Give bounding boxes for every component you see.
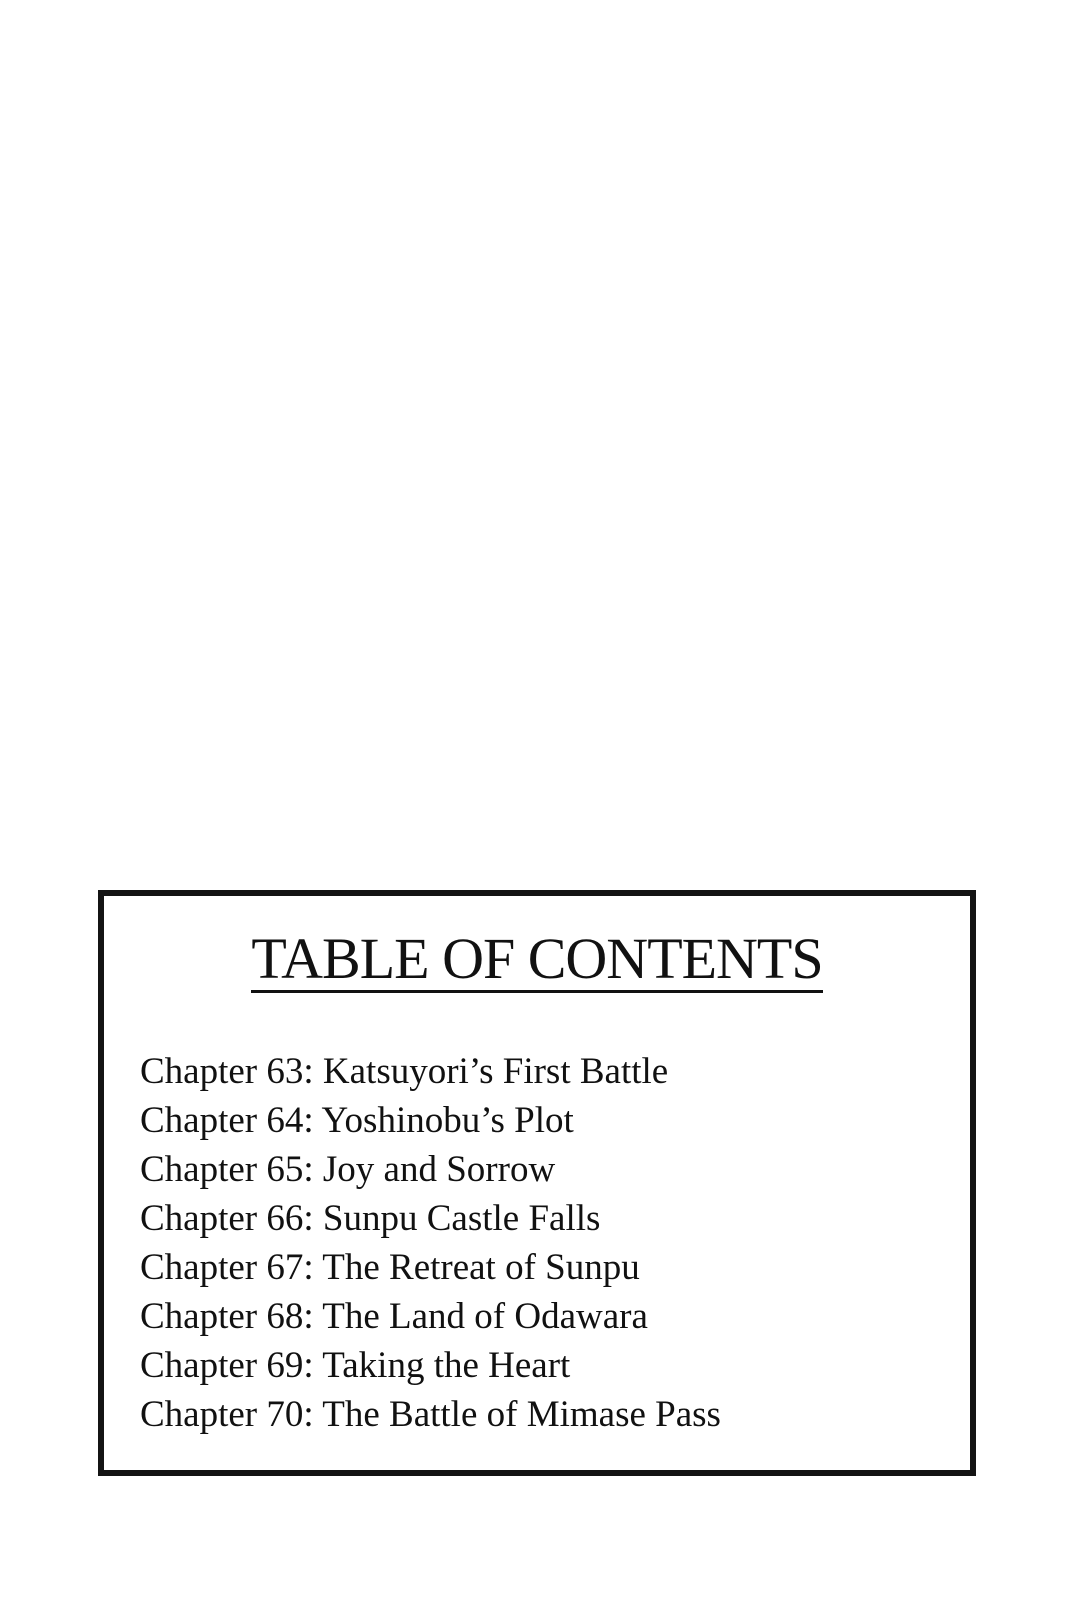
chapter-item: Chapter 68: The Land of Odawara — [140, 1296, 648, 1337]
toc-title: TABLE OF CONTENTS — [251, 926, 823, 991]
chapter-item: Chapter 63: Katsuyori’s First Battle — [140, 1051, 669, 1092]
chapter-item: Chapter 64: Yoshinobu’s Plot — [140, 1100, 574, 1141]
chapter-list — [140, 1047, 721, 1439]
chapter-item: Chapter 67: The Retreat of Sunpu — [140, 1247, 640, 1288]
chapter-item: Chapter 70: The Battle of Mimase Pass — [140, 1394, 721, 1435]
toc-heading — [104, 926, 970, 993]
chapter-item: Chapter 69: Taking the Heart — [140, 1345, 571, 1386]
chapter-item: Chapter 65: Joy and Sorrow — [140, 1149, 556, 1190]
table-of-contents-box — [98, 890, 976, 1476]
chapter-item: Chapter 66: Sunpu Castle Falls — [140, 1198, 601, 1239]
